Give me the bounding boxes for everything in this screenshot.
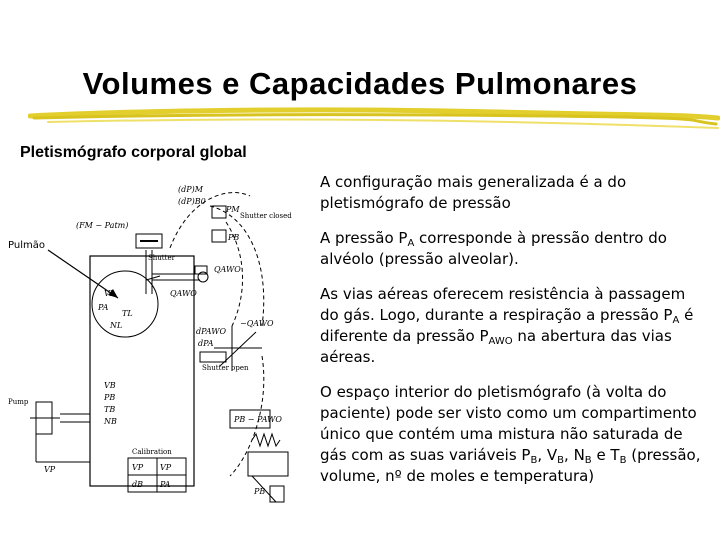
title-underline <box>28 104 720 132</box>
plethysmograph-diagram <box>0 176 300 516</box>
paragraph-text: é diferente da pressão P <box>320 306 694 345</box>
pb-transducer <box>212 230 226 242</box>
paragraph-subscript: AWO <box>488 336 513 347</box>
paragraph-text: As vias aéreas oferecem resistência à passagem do gás. Logo, durante a respiração a pressão P <box>320 285 686 324</box>
paragraph-subscript: B <box>619 455 627 466</box>
paragraph-text: (pressão, volume, nº de moles e temperatura) <box>320 446 701 485</box>
label-dp-top: (dP)M <box>178 185 203 194</box>
label-cal-d: PA <box>160 480 171 489</box>
label-shutter: Shutter <box>148 254 175 262</box>
spring <box>252 434 280 446</box>
label-pb: PB <box>228 233 240 242</box>
paragraph-subscript: B <box>584 455 592 466</box>
label-cal-b: VP <box>160 463 172 472</box>
label-qawo: QAWO <box>170 289 197 298</box>
paragraph-text: , V <box>537 446 558 464</box>
label-vb: VB <box>104 381 116 390</box>
label-tb: TB <box>104 405 116 414</box>
label-pb-pawo: PB − PAWO <box>234 415 282 424</box>
label-dp-bottom: (dP)B0 <box>178 197 206 206</box>
label-neg-qawo: −QAWO <box>240 319 274 328</box>
paragraph <box>320 284 705 368</box>
label-shutter-open: Shutter open <box>202 364 249 372</box>
paragraph-text: A configuração mais generalizada é a do pletismógrafo de pressão <box>320 173 627 212</box>
figure-label-pulmao: Pulmão <box>8 240 45 251</box>
label-nb: NB <box>104 417 117 426</box>
paragraph-text: O espaço interior do pletismógrafo (à volta do paciente) pode ser visto como um compartimento único que contém uma mistura não saturada de gás com as suas variáveis P <box>320 383 697 464</box>
label-calibration: Calibration <box>132 448 172 456</box>
label-pump: Pump <box>8 398 29 406</box>
label-shutter-closed: Shutter closed <box>240 212 292 220</box>
paragraph-text: corresponde à pressão dentro do alvéolo (pressão alveolar). <box>320 229 667 268</box>
label-fm: (FM − Patm) <box>76 221 129 230</box>
label-pbox: PB <box>254 487 266 496</box>
label-vp: VP <box>44 465 56 474</box>
slide-title: Volumes e Capacidades Pulmonares <box>82 66 638 101</box>
label-dpa: dPA <box>198 339 214 348</box>
label-pm: PM <box>226 205 240 214</box>
label-tl: TL <box>122 309 133 318</box>
label-qawo-top: QAWO <box>214 265 241 274</box>
explanation-text <box>320 172 705 501</box>
paragraph-text: na abertura das vias aéreas. <box>320 327 672 366</box>
paragraph <box>320 382 705 487</box>
slide-subtitle: Pletismógrafo corporal global <box>20 144 247 161</box>
shutter-open-box <box>200 352 226 362</box>
paragraph-text: A pressão P <box>320 229 408 247</box>
label-dpawo: dPAWO <box>196 327 227 336</box>
paragraph-subscript: B <box>530 455 538 466</box>
label-pb2: PB <box>104 393 116 402</box>
label-cal-a: VP <box>132 463 144 472</box>
paragraph-text: , N <box>564 446 585 464</box>
paragraph-subscript: A <box>672 315 680 326</box>
label-vl: VL <box>104 289 116 298</box>
label-cal-c: dB <box>132 480 143 489</box>
paragraph <box>320 228 705 270</box>
label-pa: PA <box>98 303 109 312</box>
paragraph-subscript: A <box>407 238 415 249</box>
paragraph <box>320 172 705 214</box>
paragraph-text: e T <box>591 446 620 464</box>
paragraph-subscript: B <box>557 455 565 466</box>
label-nl: NL <box>110 321 123 330</box>
